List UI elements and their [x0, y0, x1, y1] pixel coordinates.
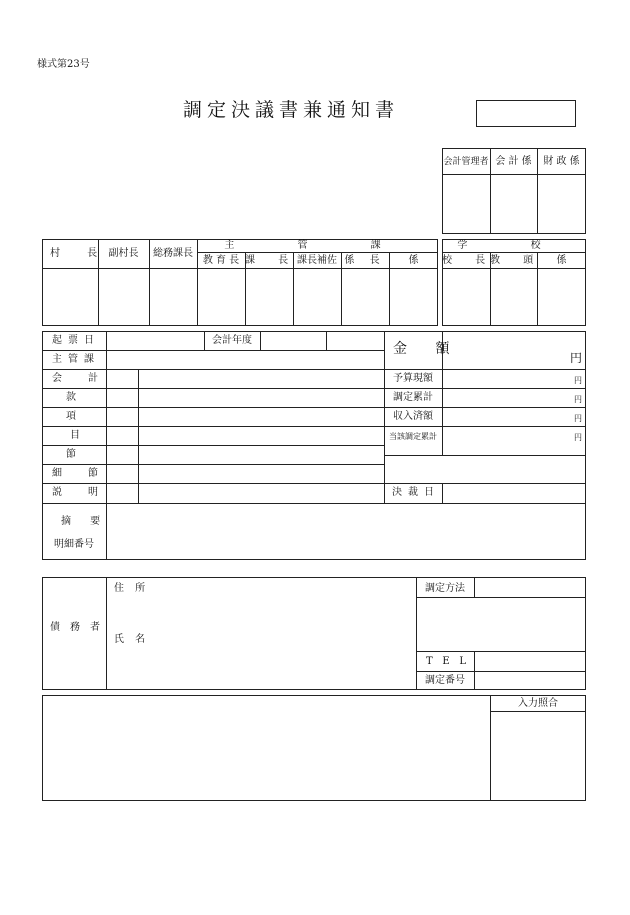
assessment-number-field[interactable]: [475, 672, 585, 689]
received-amount-field[interactable]: [443, 408, 585, 425]
debtor-address-label: 住 所: [114, 583, 150, 594]
saisetsu-name-field[interactable]: [139, 465, 383, 482]
section-chief-label: 課 長: [245, 255, 299, 266]
assessment-method-field[interactable]: [475, 578, 585, 596]
assistant-chief-label: 課長補佐: [297, 255, 337, 266]
school-group-label: 学 校: [457, 240, 571, 251]
assessment-cumulative-field[interactable]: [443, 389, 585, 406]
debtor-label: 債 務 者: [50, 622, 100, 633]
account-name-field[interactable]: [139, 370, 383, 387]
budget-current-field[interactable]: [443, 370, 585, 387]
notes-field[interactable]: [43, 696, 489, 800]
stamp-education-head[interactable]: [198, 269, 244, 325]
kou-label: 項: [66, 411, 76, 422]
received-amount-label: 収入済額: [393, 411, 433, 422]
issue-date-field[interactable]: [107, 332, 203, 349]
debtor-address-field[interactable]: [140, 580, 412, 624]
stamp-assistant-chief[interactable]: [294, 269, 340, 325]
stamp-accounting-clerk[interactable]: [491, 175, 536, 233]
finance-clerk-label: 財 政 係: [543, 156, 580, 167]
decision-date-label: 決 裁 日: [392, 487, 434, 498]
input-check-label: 入力照合: [518, 698, 558, 709]
main-dept-field[interactable]: [107, 351, 383, 368]
moku-code-field[interactable]: [107, 427, 137, 444]
input-check-stamp[interactable]: [491, 712, 585, 800]
stamp-finance-clerk[interactable]: [538, 175, 585, 233]
issue-date-label: 起 票 日: [52, 335, 94, 346]
decision-date-field[interactable]: [443, 484, 585, 502]
subsection-chief-label: 係 長: [344, 255, 386, 266]
fiscal-year-field[interactable]: [261, 332, 325, 349]
stamp-principal[interactable]: [443, 269, 489, 325]
stamp-section-chief[interactable]: [246, 269, 292, 325]
page-title: 調定決議書兼通知書: [183, 99, 400, 121]
accounting-manager-label: 会計管理者: [443, 157, 489, 167]
amount-label: 金 額: [393, 341, 462, 357]
setsu-code-field[interactable]: [107, 446, 137, 463]
kan-name-field[interactable]: [139, 389, 383, 406]
kan-label: 款: [66, 392, 76, 403]
assessment-method-detail-field[interactable]: [417, 598, 585, 650]
moku-label: 目: [70, 430, 80, 441]
stamp-subsection-chief[interactable]: [342, 269, 388, 325]
staff-label: 係: [408, 255, 419, 266]
document-number-box[interactable]: [476, 100, 576, 127]
debtor-name-field[interactable]: [140, 630, 412, 686]
assessment-cumulative-label: 調定累計: [393, 392, 433, 403]
kou-name-field[interactable]: [139, 408, 383, 425]
assessment-method-label: 調定方法: [425, 583, 465, 594]
fiscal-year-label: 会計年度: [212, 335, 252, 346]
current-assessment-cumulative-label: 当該調定累計: [389, 432, 437, 441]
stamp-village-head[interactable]: [43, 269, 97, 325]
setsu-label: 節: [66, 449, 76, 460]
stamp-staff[interactable]: [390, 269, 437, 325]
moku-name-field[interactable]: [139, 427, 383, 444]
principal-label: 校 長: [442, 255, 496, 266]
education-head-label: 教 育 長: [202, 255, 240, 266]
village-head-label: 村 長: [50, 248, 110, 259]
budget-current-label: 予算現額: [393, 373, 433, 384]
tel-label: T E L: [426, 656, 466, 667]
form-number: 様式第23号: [37, 59, 90, 70]
main-dept-group-label: 主 管 課: [224, 240, 411, 251]
summary-label: 摘 要: [61, 516, 109, 527]
description-code-field[interactable]: [107, 484, 137, 502]
vice-principal-label: 教 頭: [490, 255, 544, 266]
saisetsu-label: 細 節: [52, 468, 98, 479]
amount-yen: 円: [569, 351, 582, 365]
detail-number-label: 明細番号: [54, 539, 94, 550]
saisetsu-code-field[interactable]: [107, 465, 137, 482]
school-staff-label: 係: [556, 255, 567, 266]
accounting-clerk-label: 会 計 係: [495, 156, 532, 167]
summary-field[interactable]: [107, 504, 585, 559]
stamp-accounting-manager[interactable]: [443, 175, 489, 233]
main-dept-label: 主 管 課: [52, 354, 94, 365]
kou-code-field[interactable]: [107, 408, 137, 425]
stamp-vice-principal[interactable]: [491, 269, 536, 325]
general-affairs-chief-label: 総務課長: [153, 248, 193, 259]
setsu-name-field[interactable]: [139, 446, 383, 463]
account-label: 会 計: [52, 373, 98, 384]
budget-current-yen: 円: [574, 376, 582, 385]
kan-code-field[interactable]: [107, 389, 137, 406]
assessment-cumulative-yen: 円: [574, 395, 582, 404]
account-code-field[interactable]: [107, 370, 137, 387]
debtor-name-label: 氏 名: [114, 634, 150, 645]
description-field[interactable]: [139, 484, 383, 502]
current-assessment-cumulative-yen: 円: [574, 433, 582, 442]
deputy-village-head-label: 副村長: [108, 248, 139, 259]
current-assessment-cumulative-field[interactable]: [443, 427, 585, 454]
stamp-school-staff[interactable]: [538, 269, 585, 325]
tel-field[interactable]: [475, 652, 585, 670]
assessment-number-label: 調定番号: [425, 675, 465, 686]
stamp-deputy-village-head[interactable]: [99, 269, 148, 325]
received-amount-yen: 円: [574, 414, 582, 423]
stamp-general-affairs-chief[interactable]: [150, 269, 196, 325]
description-label: 説 明: [52, 487, 98, 498]
